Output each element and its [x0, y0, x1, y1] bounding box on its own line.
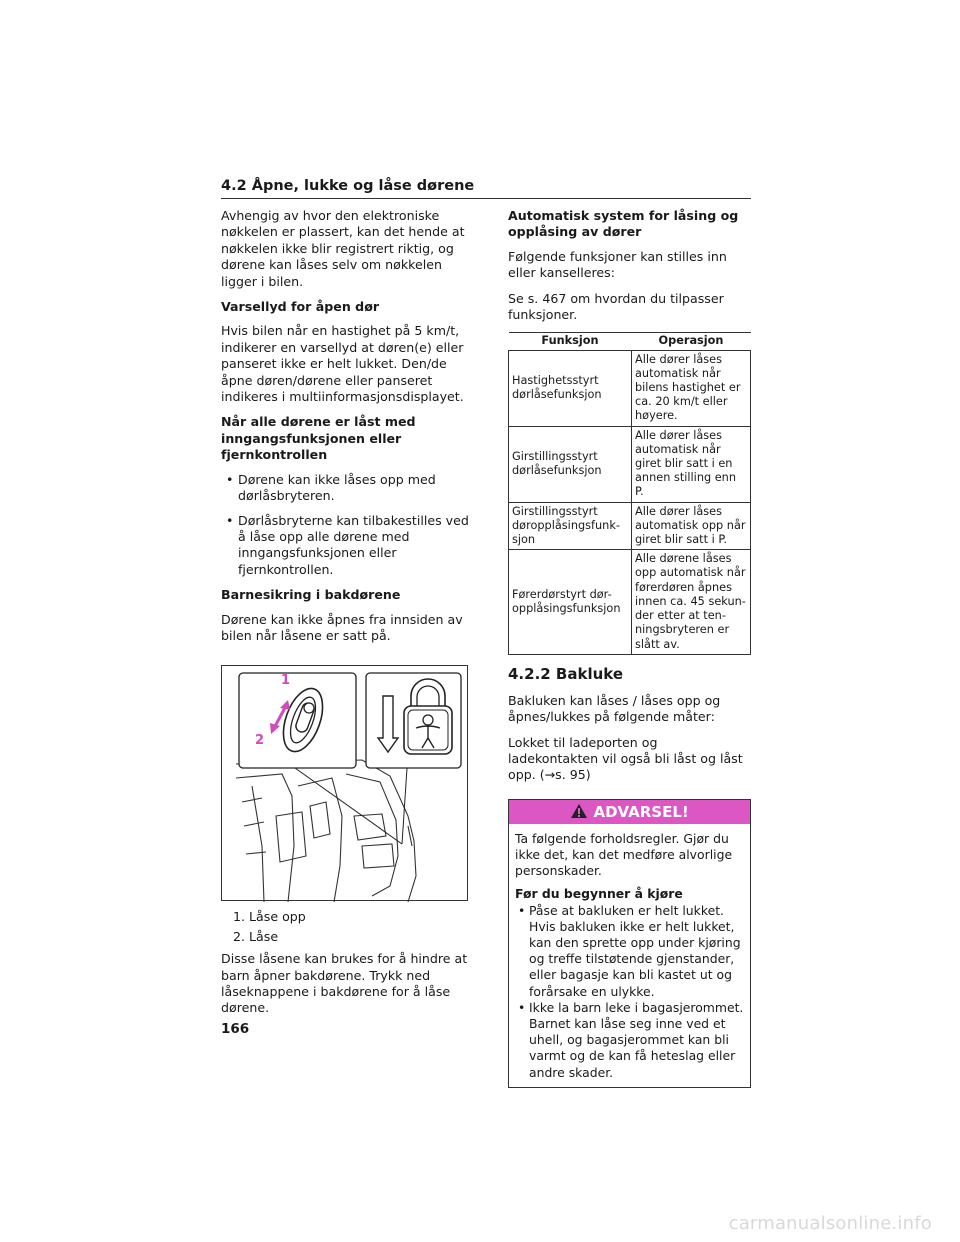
- door-warning-heading: Varsellyd for åpen dør: [221, 299, 380, 315]
- warning-bullet-list: [515, 903, 744, 1081]
- warning-title: ADVARSEL!: [593, 802, 689, 821]
- child-lock-heading: Barnesikring i bakdørene: [221, 587, 401, 603]
- customize-text: Se s. 467 om hvordan du tilpasser funksjoner.: [508, 290, 724, 323]
- operation-cell: Alle dører låses automatisk opp når giret blir satt i P.: [632, 502, 751, 550]
- child-lock-drawing: [222, 666, 469, 902]
- warning-header: [509, 800, 750, 824]
- table-row: [509, 426, 751, 502]
- function-cell: Førerdørstyrt dør-opplåsingsfunksjon: [509, 550, 632, 654]
- locked-bullet-list: [221, 472, 469, 578]
- function-cell: Hastighetsstyrt dørlåsefunksjon: [509, 350, 632, 426]
- table-header-row: [509, 333, 751, 350]
- watermark: carmanualsonline.info: [728, 1213, 932, 1234]
- callout-1-label: 1: [281, 673, 291, 689]
- section-title-tailgate: 4.2.2 Bakluke: [508, 664, 624, 683]
- child-lock-illustration: [221, 665, 468, 901]
- header-operation: Operasjon: [632, 333, 751, 350]
- function-table: [508, 332, 751, 654]
- right-column: [508, 208, 751, 1088]
- table-row: [509, 502, 751, 550]
- intro-paragraph: Avhengig av hvor den elektroniske nøkkelen er plassert, kan det hende at nøkkelen ikke blir registrert riktig, og dørene kan låses selv om nøkkelen ligger i bilen.: [221, 208, 465, 289]
- table-row: [509, 350, 751, 426]
- warning-subheading: Før du begynner å kjøre: [515, 886, 683, 902]
- function-cell: Girstillingsstyrt dørlåsefunksjon: [509, 426, 632, 502]
- caption-unlock: 1. Låse opp: [233, 909, 306, 925]
- warning-box: [508, 799, 751, 1088]
- warning-intro: Ta følgende forholdsregler. Gjør du ikke det, kan det medføre alvorlige personskader.: [515, 830, 733, 879]
- tailgate-text-2: Lokket til ladeporten og ladekontakten vil også bli låst og låst opp. (→s. 95): [508, 734, 743, 783]
- section-header: 4.2 Åpne, lukke og låse dørene: [221, 178, 751, 199]
- locked-heading: Når alle dørene er låst med inngangsfunksjonen eller fjernkontrollen: [221, 414, 416, 463]
- auto-lock-heading: Automatisk system for låsing og opplåsing av dører: [508, 208, 739, 240]
- child-lock-usage: Disse låsene kan brukes for å hindre at barn åpner bakdørene. Trykk ned låseknappene i bakdørene for å låse dørene.: [221, 951, 468, 1016]
- caption-lock: 2. Låse: [233, 928, 279, 944]
- callout-2-label: 2: [255, 733, 265, 749]
- operation-cell: Alle dører låses automatisk når giret blir satt i en annen stilling enn P.: [632, 426, 751, 502]
- operation-cell: Alle dørene låses opp automatisk når førerdøren åpnes innen ca. 45 sekun-der etter at ten-ningsbryteren er slått av.: [632, 550, 751, 654]
- page-number: 166: [221, 1021, 250, 1037]
- tailgate-text-1: Bakluken kan låses / låses opp og åpnes/lukkes på følgende måter:: [508, 692, 721, 725]
- header-function: Funksjon: [509, 333, 632, 350]
- auto-lock-text: Følgende funksjoner kan stilles inn eller kanselleres:: [508, 248, 727, 281]
- warning-body: [509, 824, 750, 1087]
- figure-caption-list: [233, 909, 469, 945]
- list-item: • Dørene kan ikke låses opp med dørlåsbryteren.: [221, 472, 469, 505]
- left-column: [221, 208, 469, 1026]
- child-lock-text: Dørene kan ikke åpnes fra innsiden av bilen når låsene er satt på.: [221, 611, 463, 643]
- door-warning-text: Hvis bilen når en hastighet på 5 km/t, indikerer en varsellyd at døren(e) eller panseret ikke er helt lukket. Den/de åpne døren/dørene eller panseret indikeres i multiinformasjonsdisplayet.: [221, 323, 464, 405]
- list-item: • Ikke la barn leke i bagasjerommet. Barnet kan låse seg inne ved et uhell, og bagasjerommet kan bli varmt og de kan få heteslag eller andre skader.: [515, 1000, 744, 1081]
- list-item: • Påse at bakluken er helt lukket. Hvis bakluken ikke er helt lukket, kan den sprette opp under kjøring og treffe tilstøtende gjenstander, eller bagasje kan bli kastet ut og forårsake en ulykke.: [515, 903, 744, 1000]
- warning-triangle-icon: [570, 803, 588, 819]
- table-row: [509, 550, 751, 654]
- function-cell: Girstillingsstyrt døropplåsingsfunk-sjon: [509, 502, 632, 550]
- list-item: • Dørlåsbryterne kan tilbakestilles ved å låse opp alle dørene med inngangsfunksjonen eller fjernkontrollen.: [221, 513, 469, 579]
- operation-cell: Alle dører låses automatisk når bilens hastighet er ca. 20 km/t eller høyere.: [632, 350, 751, 426]
